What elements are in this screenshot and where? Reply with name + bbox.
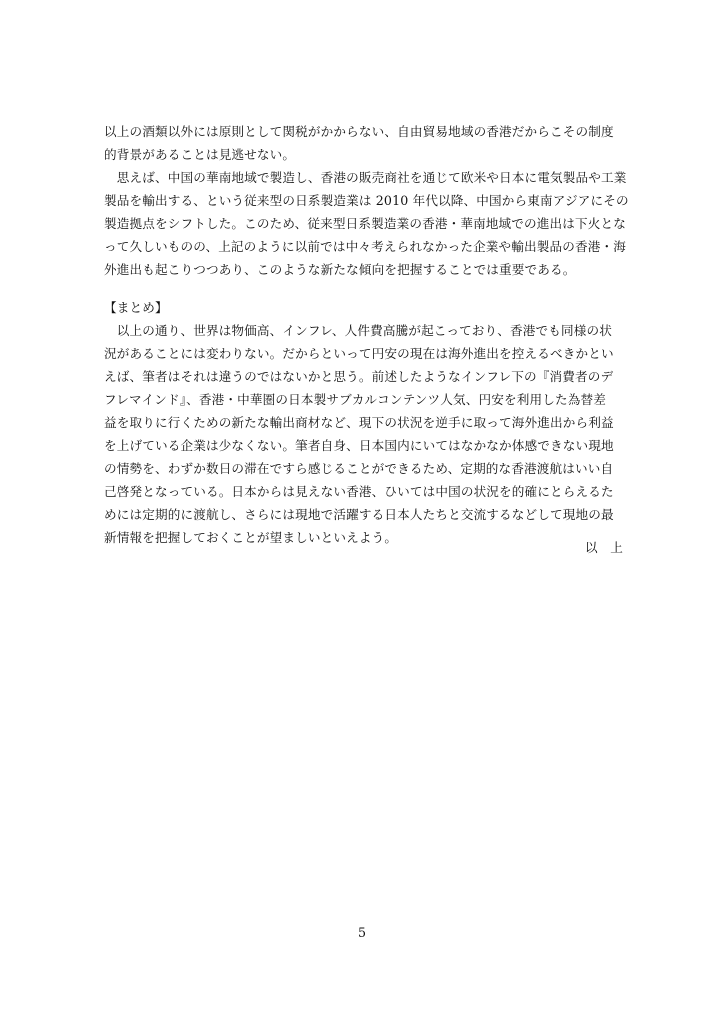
summary-line: フレマインド』、香港・中華圏の日本製サブカルコンテンツ人気、円安を利用した為替差 (104, 392, 606, 407)
page-number: 5 (357, 925, 366, 940)
paragraph-2-line: 製品を輸出する、という従来型の日系製造業は 2010 年代以降、中国から東南アジアにその (104, 193, 629, 208)
signoff: 以 上 (585, 540, 623, 555)
summary-line: めには定期的に渡航し、さらには現地で活躍する日本人たちと交流するなどして現地の最 (104, 507, 614, 522)
summary-line: を上げている企業は少なくない。筆者自身、日本国内にいてはなかなか体感できない現地 (104, 438, 614, 453)
paragraph-2-line: って久しいものの、上記のように以前では中々考えられなかった企業や輸出製品の香港・海 (104, 239, 626, 254)
summary-line: 況があることには変わりない。だからといって円安の現在は海外進出を控えるべきかとい (104, 346, 614, 361)
summary-line: 新情報を把握しておくことが望ましいといえよう。 (104, 530, 398, 545)
paragraph-2-line: 思えば、中国の華南地域で製造し、香港の販売商社を通じて欧米や日本に電気製品や工業 (104, 170, 627, 185)
summary-line: 以上の通り、世界は物価高、インフレ、人件費高騰が起こっており、香港でも同様の状 (104, 323, 612, 338)
paragraph-1-line: 以上の酒類以外には原則として関税がかからない、自由貿易地域の香港だからこその制度 (104, 124, 614, 139)
paragraph-2-line: 外進出も起こりつつあり、このような新たな傾向を把握することでは重要である。 (104, 262, 576, 277)
summary-heading: 【まとめ】 (104, 300, 168, 315)
summary-line: えば、筆者はそれは違うのではないかと思う。前述したようなインフレ下の『消費者のデ (104, 369, 614, 384)
summary-line: 己啓発となっている。日本からは見えない香港、ひいては中国の状況を的確にとらえるた (104, 484, 614, 499)
summary-line: 益を取りに行くための新たな輸出商材など、現下の状況を逆手に取って海外進出から利益 (104, 415, 614, 430)
summary-line: の情勢を、わずか数日の滞在ですら感じることができるため、定期的な香港渡航はいい自 (104, 461, 614, 476)
paragraph-1-line: 的背景があることは見逃せない。 (104, 147, 296, 162)
paragraph-2-line: 製造拠点をシフトした。このため、従来型日系製造業の香港・華南地域での進出は下火とな (104, 216, 626, 231)
